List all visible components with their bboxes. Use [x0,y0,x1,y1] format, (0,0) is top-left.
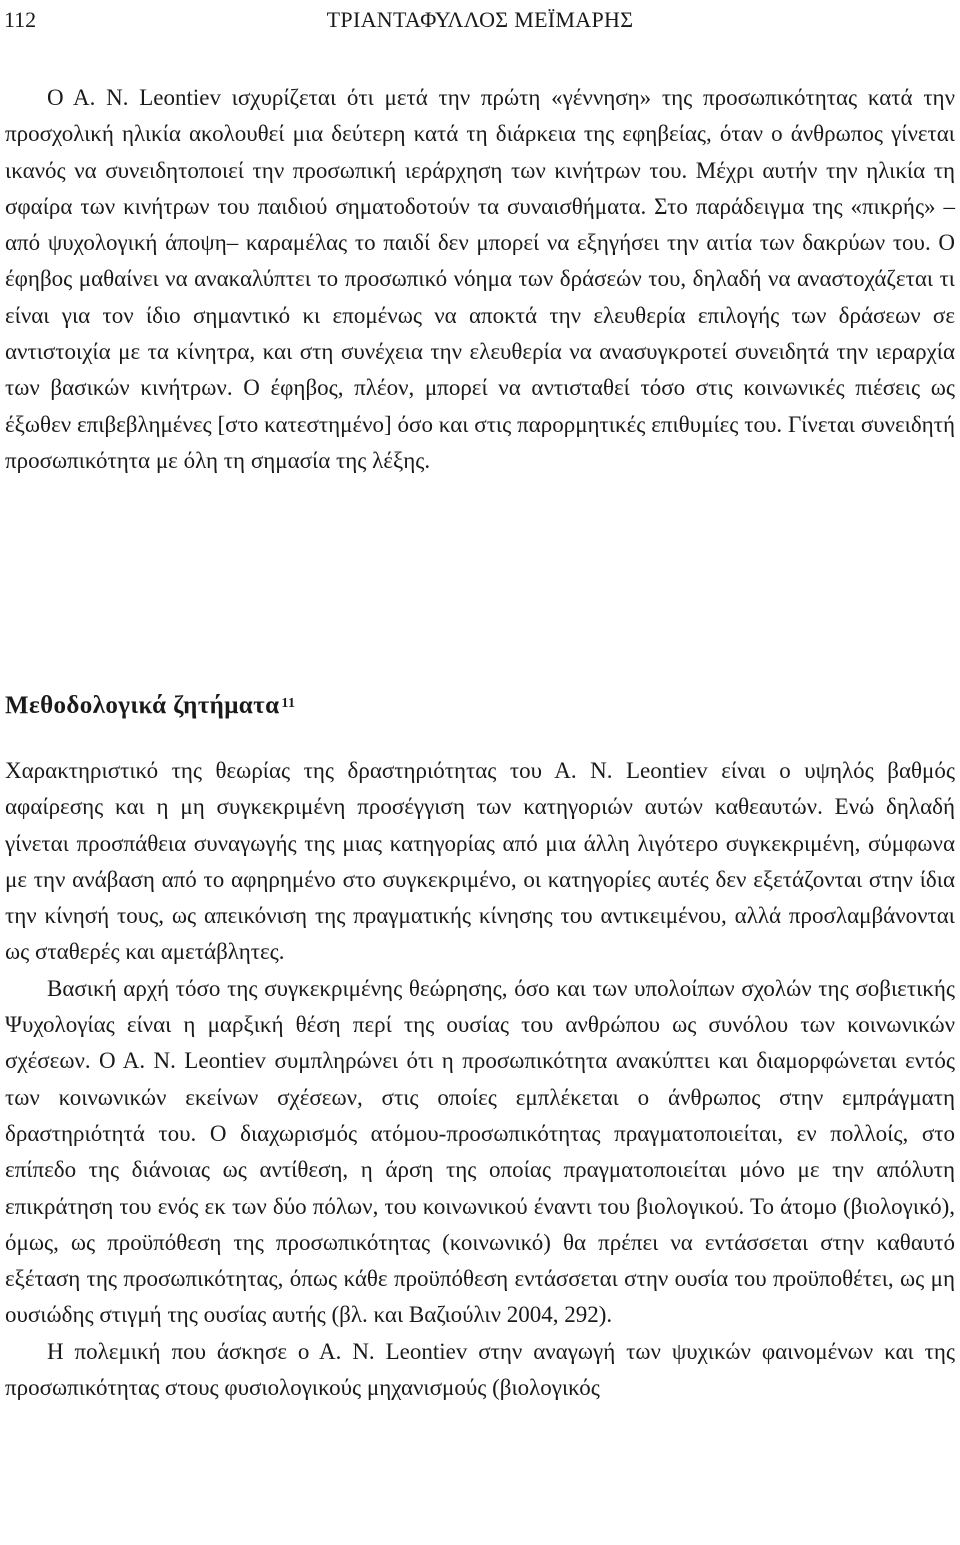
body-section-top [5,80,955,479]
running-title: ΤΡΙΑΝΤΑΦΥΛΛΟΣ ΜΕΪΜΑΡΗΣ [326,7,634,32]
running-head [0,2,960,38]
section-heading-text: Μεθοδολογικά ζητήματα [5,692,280,719]
body-section-bottom [5,753,955,1406]
page-number: 112 [4,7,37,32]
paragraph-1: Ο Α. Ν. Leontiev ισχυρίζεται ότι μετά την πρώτη «γέννηση» της προσωπικότητας κατά την προσχολική ηλικία ακολουθεί μια δεύτερη κατά τη διάρκεια της εφηβείας, όταν ο άνθρωπος γίνεται ικανός να συνειδητοποιεί την προσωπική ιεράρχηση των κινήτρων του. Μέχρι αυτήν την ηλικία τη σφαίρα των κινήτρων του παιδιού σηματοδοτούν τα συναισθήματα. Στο παράδειγμα της «πικρής» –από ψυχολογική άποψη– καραμέλας το παιδί δεν μπορεί να εξηγήσει την αιτία των δακρύων του. Ο έφηβος μαθαίνει να ανακαλύπτει το προσωπικό νόημα των δράσεών του, δηλαδή να αναστοχάζεται τι είναι για τον ίδιο σημαντικό κι επομένως να αποκτά την ελευθερία επιλογής των δράσεων σε αντιστοιχία με τα κίνητρα, και στη συνέχεια την ελευθερία να ανασυγκροτεί συνειδητά την ιεραρχία των βασικών κινήτρων. Ο έφηβος, πλέον, μπορεί να αντισταθεί τόσο στις κοινωνικές πιέσεις ως έξωθεν επιβεβλημένες [στο κατεστημένο] όσο και στις παρορμητικές επιθυμίες του. Γίνεται συνειδητή προσωπικότητα με όλη τη σημασία της λέξης. [5,85,955,473]
paragraph-4: Η πολεμική που άσκησε ο Α. Ν. Leontiev στην αναγωγή των ψυχικών φαινομένων και της προσωπικότητας στους φυσιολογικούς μηχανισμούς (βιολογικός [5,1338,955,1401]
paragraph-3: Βασική αρχή τόσο της συγκεκριμένης θεώρησης, όσο και των υπολοίπων σχολών της σοβιετικής Ψυχολογίας είναι η μαρξική θέση περί της ουσίας του ανθρώπου ως συνόλου των κοινωνικών σχέσεων. Ο Α. Ν. Leontiev συμπληρώνει ότι η προσωπικότητα ανακύπτει και διαμορφώνεται εντός των κοινωνικών εκείνων σχέσεων, στις οποίες εμπλέκεται ο άνθρωπος στην εμπράγματη δραστηριότητά του. Ο διαχωρισμός ατόμου-προσωπικότητας πραγματοποιείται, εν πολλοίς, στο επίπεδο της διάνοιας ως αντίθεση, η άρση της οποίας πραγματοποιείται μόνο με την απόλυτη επικράτηση του ενός εκ των δύο πόλων, του κοινωνικού έναντι του βιολογικού. Το άτομο (βιολογικό), όμως, ως προϋπόθεση της προσωπικότητας (κοινωνικό) θα πρέπει να εντάσσεται στην καθαυτό εξέταση της προσωπικότητας, όπως κάθε προϋπόθεση εντάσσεται στην ουσία του προϋποθέτει, ως μη ουσιώδης στιγμή της ουσίας αυτής (βλ. και Βαζιούλιν 2004, 292). [5,975,955,1328]
paragraph-2: Χαρακτηριστικό της θεωρίας της δραστηριότητας του Α. Ν. Leontiev είναι ο υψηλός βαθμός αφαίρεσης και η μη συγκεκριμένη προσέγγιση των κατηγοριών αυτών καθεαυτών. Ενώ δηλαδή γίνεται προσπάθεια συναγωγής της μιας κατηγορίας από μια άλλη λιγότερο συγκεκριμένη, σύμφωνα με την ανάβαση από το αφηρημένο στο συγκεκριμένο, οι κατηγορίες αυτές δεν εξετάζονται στην ίδια την κίνησή τους, ως απεικόνιση της πραγματικής κίνησης του αντικειμένου, αλλά προσλαμβάνονται ως σταθερές και αμετάβλητες. [5,758,955,965]
footnote-marker: 11 [281,696,296,711]
section-heading [5,688,295,724]
